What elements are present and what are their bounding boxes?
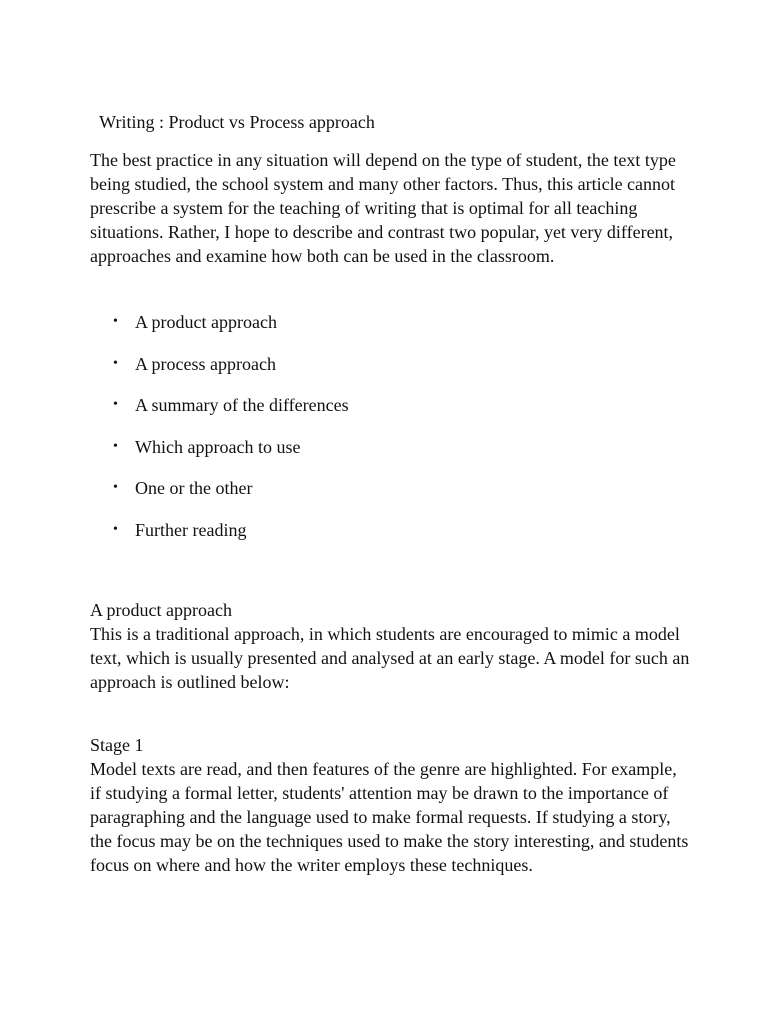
list-item (90, 352, 349, 376)
product-approach-section (90, 598, 690, 694)
list-item (90, 310, 349, 334)
list-item (90, 476, 349, 500)
section-body: This is a traditional approach, in which students are encouraged to mimic a model text, which is usually presented and analysed at an early stage. A model for such an approach is outlined below: (90, 624, 690, 692)
list-item-label: A process approach (135, 353, 276, 374)
list-item-label: Which approach to use (135, 436, 301, 457)
list-item-label: Further reading (135, 519, 247, 540)
list-item-label: A product approach (135, 312, 277, 332)
document-title: Writing : Product vs Process approach (95, 112, 375, 132)
intro-paragraph: The best practice in any situation will depend on the type of student, the text type being studied, the school system and many other factors. Thus, this article cannot prescribe a system for the teaching of writing that is optimal for all teaching situations. Rather, I hope to describe and contrast two popular, yet very different, approaches and examine how both can be used in the classroom. (90, 150, 676, 266)
list-item-label: One or the other (135, 478, 253, 499)
section-heading: Stage 1 (90, 735, 144, 755)
list-item-label: A summary of the differences (135, 395, 349, 416)
bullet-icon: • (113, 480, 118, 496)
list-item (90, 435, 349, 459)
section-body: Model texts are read, and then features of the genre are highlighted. For example, if studying a formal letter, students' attention may be drawn to the importance of paragraphing and the language used to make formal requests. If studying a story, the focus may be on the techniques used to make the story interesting, and students focus on where and how the writer employs these techniques. (90, 759, 689, 875)
contents-list (90, 310, 349, 560)
bullet-icon: • (113, 355, 118, 371)
list-item (90, 518, 349, 542)
section-heading: A product approach (90, 600, 232, 620)
bullet-icon: • (113, 521, 118, 537)
list-item (90, 393, 349, 417)
bullet-icon: • (113, 438, 118, 454)
bullet-icon: • (113, 397, 118, 413)
bullet-icon: • (113, 314, 118, 329)
stage-1-section (90, 733, 690, 877)
